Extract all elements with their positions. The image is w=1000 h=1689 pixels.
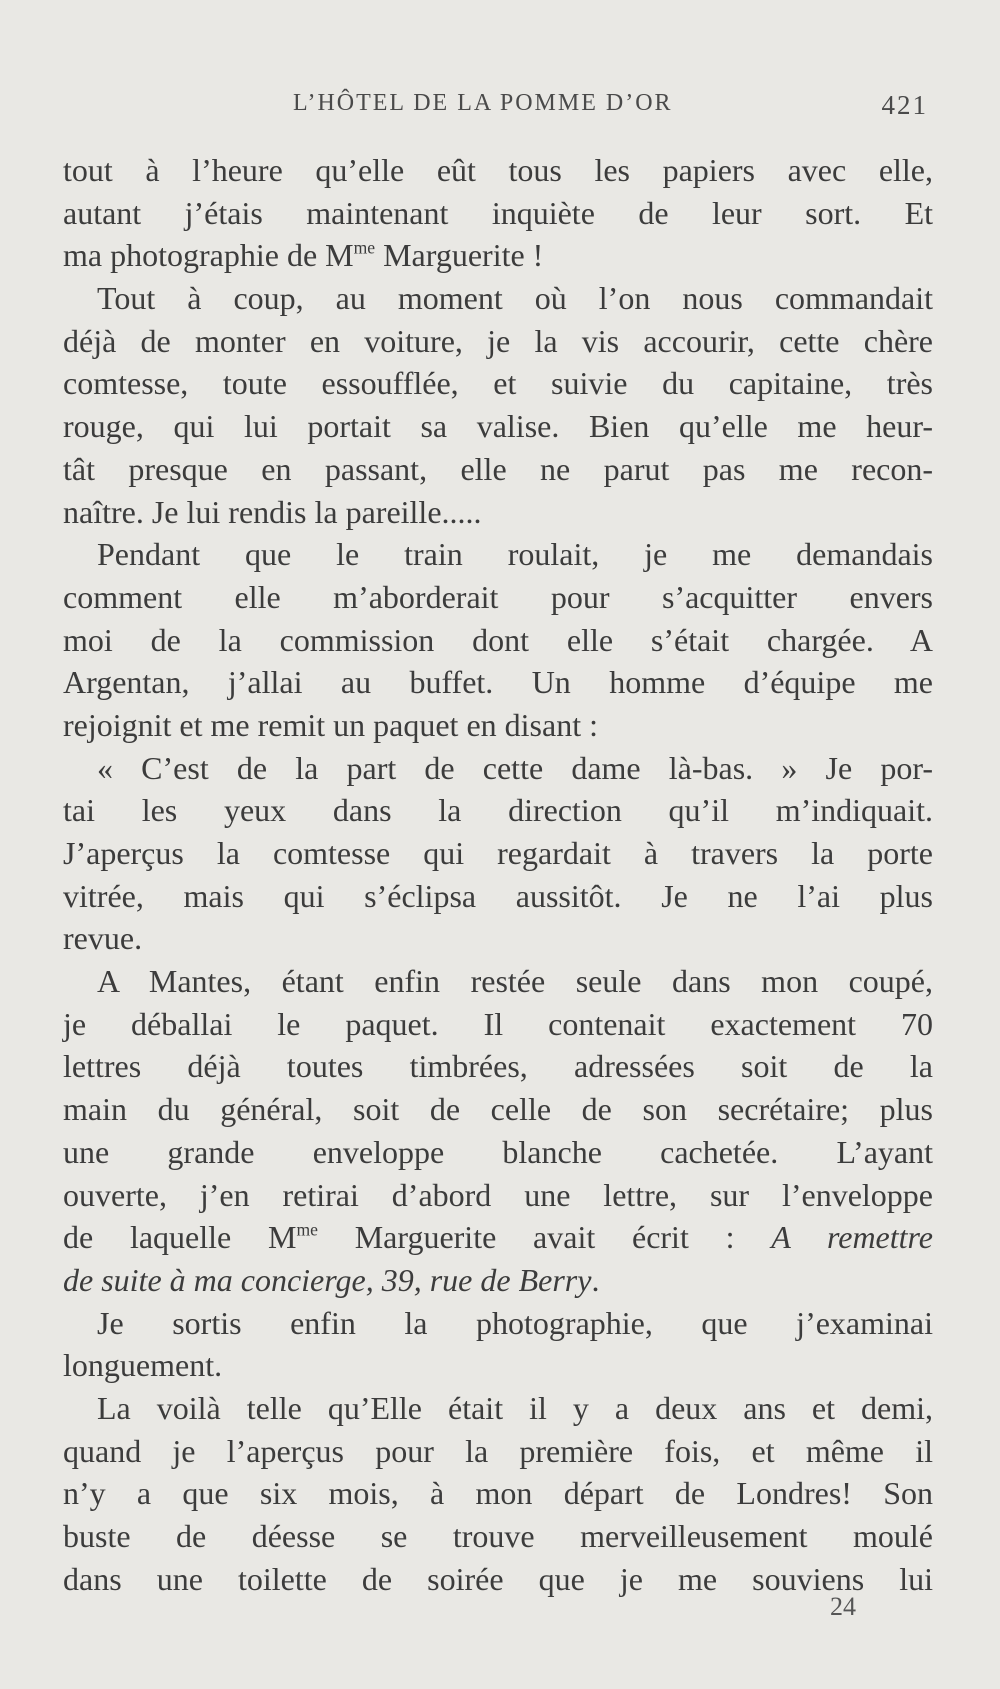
text-line <box>63 1174 933 1217</box>
page-number: 421 <box>881 90 928 120</box>
text-run: comment elle m’aborderait pour s’acquitter envers <box>63 578 933 615</box>
text-run: rejoignit et me remit un paquet en disant : <box>63 706 598 743</box>
text-line <box>63 1430 933 1473</box>
text-line <box>63 1088 933 1131</box>
signature-mark: 24 <box>830 1592 856 1621</box>
text-line <box>63 704 933 747</box>
text-run: ouverte, j’en retirai d’abord une lettre, sur l’enveloppe <box>63 1176 933 1213</box>
text-line <box>63 234 933 277</box>
text-run: autant j’étais maintenant inquiète de leur sort. Et <box>63 194 933 231</box>
italic-text: de suite à ma concierge, 39, rue de Berry <box>63 1261 592 1298</box>
text-run: lettres déjà toutes timbrées, adressées soit de la <box>63 1048 933 1085</box>
text-line <box>63 1003 933 1046</box>
running-head <box>0 86 1000 126</box>
text-run: A Mantes, étant enfin restée seule dans mon coupé, <box>97 963 933 1000</box>
text-run: tât presque en passant, elle ne parut pas me recon- <box>63 450 933 487</box>
text-run: rouge, qui lui portait sa valise. Bien qu’elle me heur- <box>63 408 933 445</box>
text-line <box>63 1472 933 1515</box>
text-run: Argentan, j’allai au buffet. Un homme d’équipe me <box>63 664 933 701</box>
text-run: comtesse, toute essoufflée, et suivie du capitaine, très <box>63 365 933 402</box>
superscript: me <box>353 238 376 259</box>
text-line <box>63 1302 933 1345</box>
text-run: tai les yeux dans la direction qu’il m’indiquait. <box>63 792 933 829</box>
text-line <box>63 747 933 790</box>
text-run: vitrée, mais qui s’éclipsa aussitôt. Je ne l’ai plus <box>63 877 933 914</box>
text-run: quand je l’aperçus pour la première fois, et même il <box>63 1432 933 1469</box>
text-line <box>63 960 933 1003</box>
body-text <box>63 149 933 1600</box>
text-run: buste de déesse se trouve merveilleusement moulé <box>63 1518 933 1554</box>
text-line <box>63 917 933 960</box>
text-line <box>63 1387 933 1430</box>
text-line <box>63 661 933 704</box>
text-run: ma photographie de M <box>63 237 354 274</box>
text-line <box>63 1344 933 1387</box>
text-line <box>63 1259 933 1302</box>
text-line <box>63 832 933 875</box>
superscript: me <box>296 1219 318 1240</box>
text-run: J’aperçus la comtesse qui regardait à travers la porte <box>63 835 933 871</box>
text-run: dans une toilette de soirée que je me souviens lui <box>63 1560 933 1597</box>
text-run: Marguerite avait écrit : <box>317 1219 772 1256</box>
text-line <box>63 491 933 534</box>
text-run: main du général, soit de celle de son secrétaire; plus <box>63 1091 933 1128</box>
text-run: revue. <box>63 920 143 957</box>
text-line <box>63 405 933 448</box>
text-line <box>63 192 933 235</box>
text-line <box>63 875 933 918</box>
text-line <box>63 149 933 192</box>
text-run: naître. Je lui rendis la pareille..... <box>63 493 482 530</box>
text-line <box>63 277 933 320</box>
text-line <box>63 448 933 491</box>
text-line <box>63 362 933 405</box>
text-line <box>63 1045 933 1088</box>
text-line <box>63 1131 933 1174</box>
text-line <box>63 320 933 363</box>
running-title: L’HÔTEL DE LA POMME D’OR <box>293 90 673 116</box>
text-run: je déballai le paquet. Il contenait exactement 70 <box>63 1005 933 1042</box>
text-run: . <box>591 1261 600 1298</box>
text-line <box>63 533 933 576</box>
text-run: une grande enveloppe blanche cachetée. L’ayant <box>63 1133 933 1170</box>
text-run: Marguerite ! <box>375 237 544 274</box>
italic-text: A remettre <box>771 1219 934 1256</box>
text-run: de laquelle M <box>63 1219 297 1256</box>
text-line <box>63 1515 933 1558</box>
text-run: Pendant que le train roulait, je me demandais <box>97 536 933 573</box>
text-run: La voilà telle qu’Elle était il y a deux ans et demi, <box>97 1389 933 1426</box>
text-run: Je sortis enfin la photographie, que j’examinai <box>97 1304 933 1341</box>
text-line <box>63 619 933 662</box>
text-run: longuement. <box>63 1347 223 1384</box>
text-line <box>63 576 933 619</box>
text-run: déjà de monter en voiture, je la vis accourir, cette chère <box>63 322 933 359</box>
text-run: « C’est de la part de cette dame là-bas. » Je por- <box>97 749 933 786</box>
text-line <box>63 1216 933 1259</box>
text-run: n’y a que six mois, à mon départ de Londres! Son <box>63 1475 933 1512</box>
text-line <box>63 1558 933 1601</box>
text-run: Tout à coup, au moment où l’on nous commandait <box>97 280 933 317</box>
text-line <box>63 789 933 832</box>
text-run: tout à l’heure qu’elle eût tous les papiers avec elle, <box>63 152 933 188</box>
text-run: moi de la commission dont elle s’était chargée. A <box>63 621 933 658</box>
